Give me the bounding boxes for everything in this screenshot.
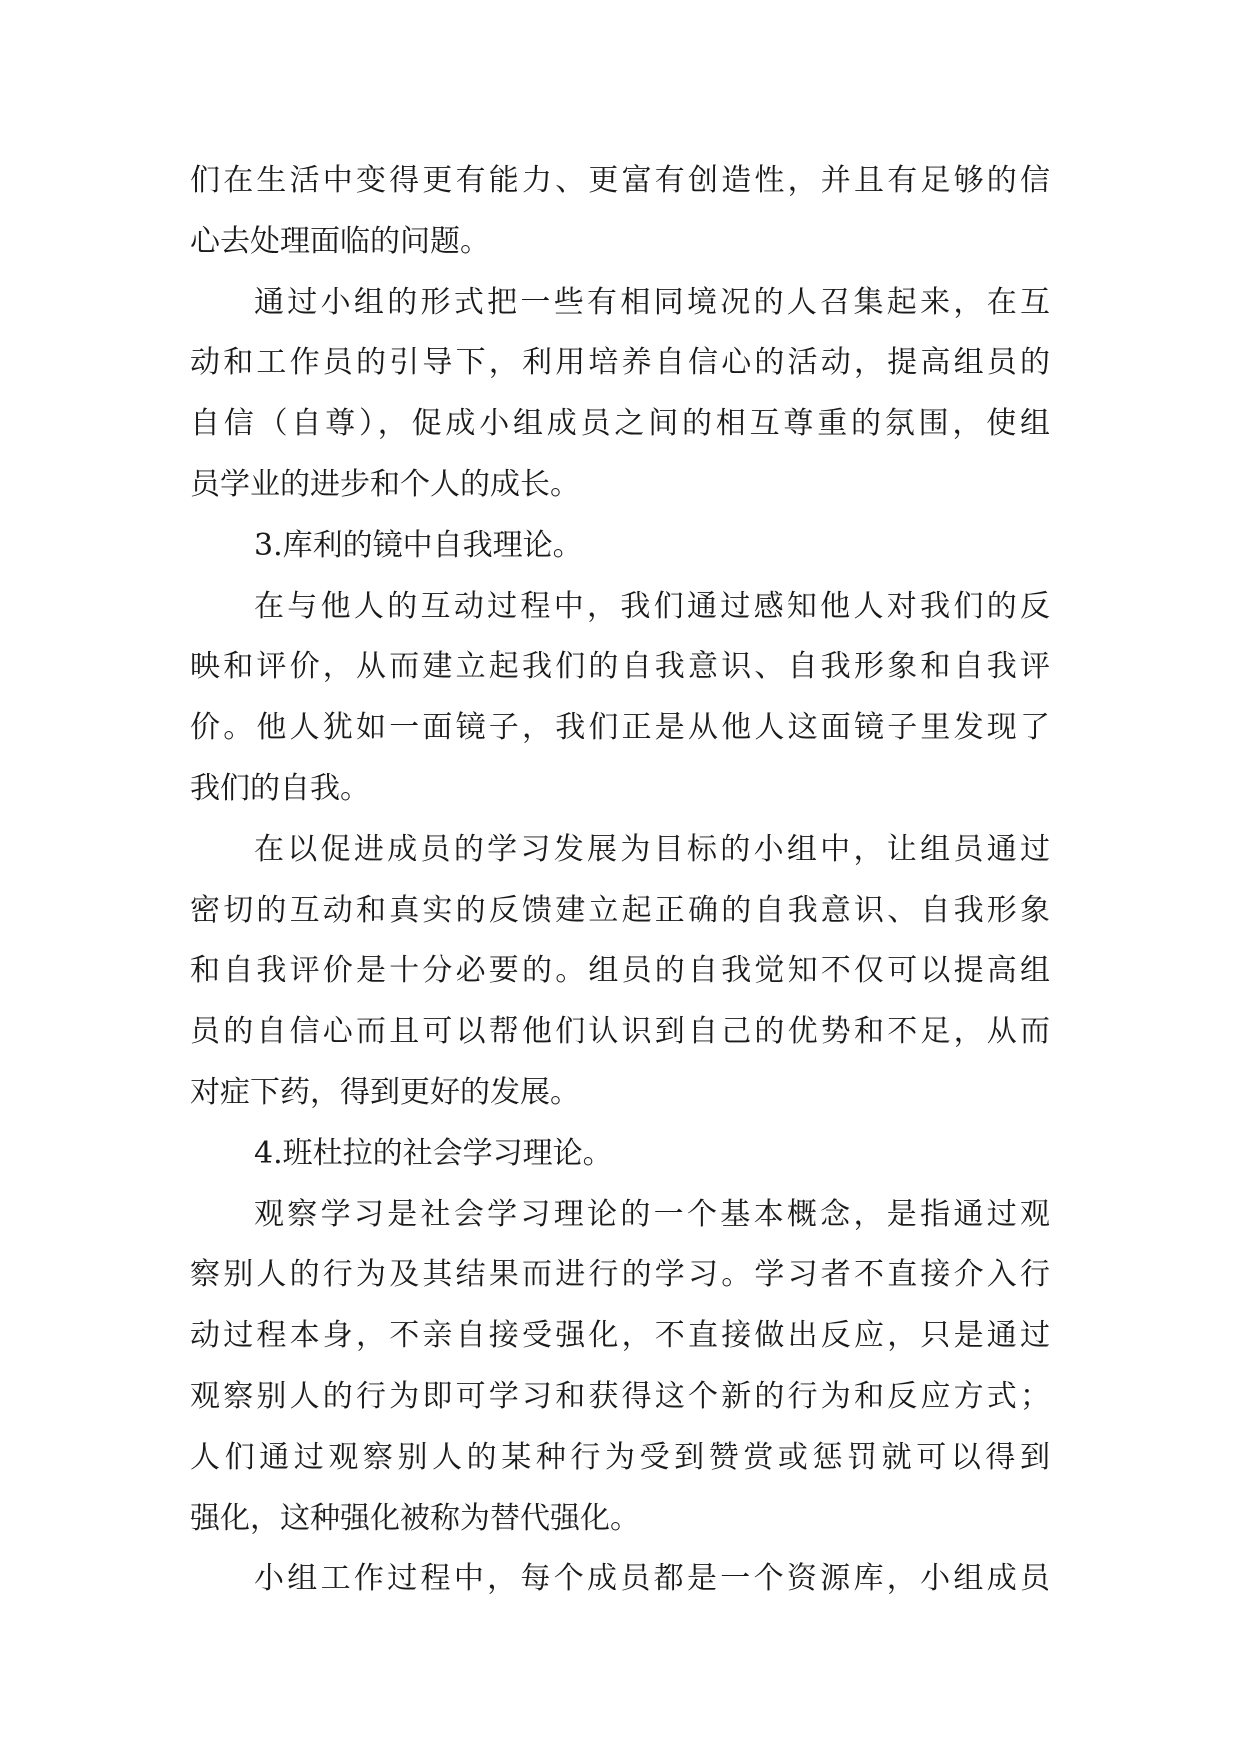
- text-line: 员的自信心而且可以帮他们认识到自己的优势和不足，从而: [190, 1014, 1050, 1050]
- text-line: 价。他人犹如一面镜子，我们正是从他人这面镜子里发现了: [190, 710, 1050, 746]
- text-line: 对症下药，得到更好的发展。: [190, 1074, 580, 1110]
- text-line: 3.库利的镜中自我理论。: [254, 527, 583, 563]
- text-line: 4.班杜拉的社会学习理论。: [254, 1135, 613, 1171]
- text-line: 员学业的进步和个人的成长。: [190, 466, 580, 502]
- text-line: 强化，这种强化被称为替代强化。: [190, 1500, 640, 1536]
- document-page: [190, 151, 1050, 1610]
- text-line: 们在生活中变得更有能力、更富有创造性，并且有足够的信: [190, 163, 1050, 198]
- text-line: 在以促进成员的学习发展为目标的小组中，让组员通过: [254, 831, 1050, 867]
- text-line: 察别人的行为及其结果而进行的学习。学习者不直接介入行: [190, 1257, 1050, 1293]
- text-line: 观察别人的行为即可学习和获得这个新的行为和反应方式；: [190, 1378, 1050, 1414]
- text-line: 动过程本身，不亲自接受强化，不直接做出反应，只是通过: [190, 1318, 1050, 1354]
- text-line: 密切的互动和真实的反馈建立起正确的自我意识、自我形象: [190, 892, 1050, 928]
- text-line: 自信（自尊），促成小组成员之间的相互尊重的氛围，使组: [190, 406, 1050, 442]
- text-line: 心去处理面临的问题。: [190, 223, 490, 259]
- text-line: 在与他人的互动过程中，我们通过感知他人对我们的反: [254, 588, 1050, 624]
- text-line: 通过小组的形式把一些有相同境况的人召集起来，在互: [254, 284, 1050, 320]
- text-line: 人们通过观察别人的某种行为受到赞赏或惩罚就可以得到: [190, 1439, 1050, 1475]
- text-line: 小组工作过程中，每个成员都是一个资源库，小组成员: [254, 1561, 1050, 1597]
- text-line: 观察学习是社会学习理论的一个基本概念，是指通过观: [254, 1196, 1050, 1232]
- text-line: 动和工作员的引导下，利用培养自信心的活动，提高组员的: [190, 345, 1050, 381]
- text-line: 和自我评价是十分必要的。组员的自我觉知不仅可以提高组: [190, 953, 1050, 989]
- text-line: 映和评价，从而建立起我们的自我意识、自我形象和自我评: [190, 649, 1050, 685]
- text-line: 我们的自我。: [190, 770, 370, 806]
